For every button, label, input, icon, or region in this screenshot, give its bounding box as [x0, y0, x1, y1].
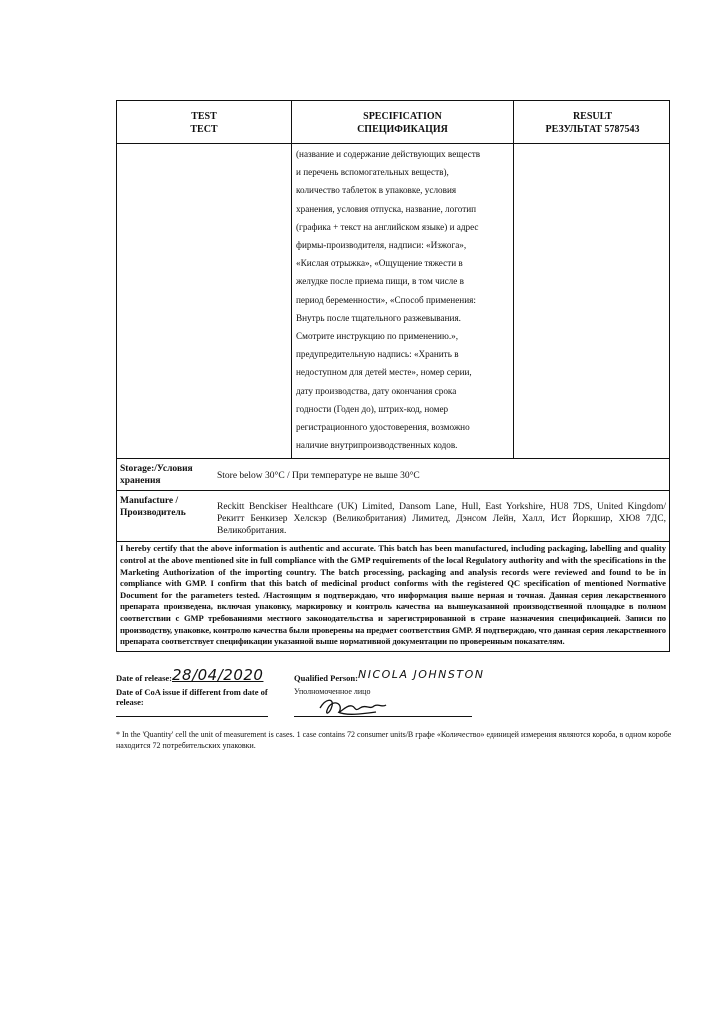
spec-header-ru: СПЕЦИФИКАЦИЯ	[357, 124, 448, 135]
footnote: * In the 'Quantity' cell the unit of measurement is cases. 1 case contains 72 consumer units/В графе «Количество» единицей измерения являются короба, в одном коробе находится 72 потребительских упаковки.	[116, 730, 672, 750]
spec-line: дату производства, дату окончания срока	[296, 385, 457, 396]
spec-line: количество таблеток в упаковке, условия	[296, 185, 457, 196]
qualified-person-ru-label: Уполномоченное лицо	[294, 687, 371, 696]
storage-row	[117, 459, 669, 491]
qualified-person-label: Qualified Person:	[294, 673, 358, 683]
signature-image	[316, 694, 406, 718]
storage-label	[117, 459, 214, 490]
spec-line: желудке после приема пищи, в том числе в	[296, 276, 464, 287]
spec-line: Смотрите инструкцию по применению.»,	[296, 331, 459, 342]
spec-line: (название и содержание действующих веществ	[296, 149, 481, 159]
certification-statement	[117, 542, 669, 650]
spec-line: фирмы-производителя, надписи: «Изжога»,	[296, 240, 467, 251]
spec-header-en: SPECIFICATION	[363, 111, 442, 122]
storage-label-line2: хранения	[120, 476, 161, 487]
spec-line: Внутрь после тщательного разжевывания.	[296, 312, 461, 323]
table-body	[117, 144, 669, 459]
test-cell	[117, 144, 291, 458]
qp-signature-line	[294, 716, 472, 717]
spec-line: наличие внутрипроизводственных кодов.	[296, 440, 458, 451]
test-header-en: TEST	[191, 111, 217, 122]
test-header	[117, 101, 291, 143]
spec-line: период беременности», «Способ применения:	[296, 294, 476, 305]
spec-table	[116, 100, 670, 652]
result-header	[513, 101, 671, 143]
spec-line: хранения, условия отпуска, название, логотип	[296, 203, 477, 214]
certification-ru: Данная серия лекарственного препарата произведена, включая упаковку, маркировку и контроль качества на вышеуказанной производственной площадке в полном соответствии с GMP требованиями местного законодательства и зарегистрированной в стране назначения спецификацией. Записи по производству, упаковке, контролю качества были проверены на предмет соответствия GMP. Я подтверждаю, что данная серия лекарственного препарата соответствует спецификации указанной выше нормативной документации по проверенным показателям.	[120, 589, 666, 647]
spec-header	[291, 101, 513, 143]
result-header-en: RESULT	[572, 111, 613, 122]
spec-line: недоступном для детей месте», номер серии,	[296, 367, 472, 378]
qualified-person-name: NICOLA JOHNSTON	[358, 668, 485, 681]
storage-label-line1: Storage:/Условия	[120, 464, 193, 475]
spec-line: предупредительную надпись: «Хранить в	[296, 349, 459, 360]
manufacturer-label-line2: Производитель	[120, 508, 186, 519]
release-date-value: 28/04/2020	[172, 666, 264, 684]
test-header-ru: ТЕСТ	[190, 124, 218, 135]
result-cell	[513, 144, 671, 458]
spec-line: и перечень вспомогательных веществ),	[296, 167, 449, 178]
spec-line: годности (Годен до), штрих-код, номер	[296, 403, 449, 414]
manufacturer-label-line1: Manufacture /	[120, 496, 179, 507]
spec-cell	[291, 144, 513, 458]
document	[116, 100, 670, 652]
coa-date-label: Date of CoA issue if different from date of release:	[116, 687, 268, 707]
manufacturer-row	[117, 491, 669, 542]
spec-line: (графика + текст на английском языке) и адрес	[296, 221, 479, 232]
manufacturer-label	[117, 491, 214, 541]
coa-signature-line	[116, 716, 268, 717]
release-date-label: Date of release:	[116, 673, 173, 683]
spec-line: регистрационного удостоверения, возможно	[296, 422, 470, 433]
manufacturer-value: Reckitt Benckiser Healthcare (UK) Limited, Dansom Lane, Hull, East Yorkshire, HU8 7DS, United Kingdom/ Рекитт Бенкизер Хелскэр (Великобритания) Лимитед, Дэнсом Лейн, Халл, Ист Йоркшир, ХЮ8 7ДС, Великобритания.	[217, 502, 666, 537]
certification-en: I hereby certify that the above information is authentic and accurate. This batch has been manufactured, including packaging, labelling and quality control at the above mentioned site in full compliance with the GMP requirements of the local Regulatory authority and with the specifications in the Marketing Authorization of the importing country. The batch processing, packaging and analysis records were reviewed and found to be in compliance with GMP. I confirm that this batch of medicinal product conforms with the registered QC specification of mentioned Normative Document for the parameters tested. /Настоящим я подтверждаю, что информация выше верная и точная.	[120, 543, 666, 600]
spec-line: «Кислая отрыжка», «Ощущение тяжести в	[296, 258, 463, 269]
result-header-ru: РЕЗУЛЬТАТ 5787543	[545, 124, 640, 135]
storage-value: Store below 30°C / При температуре не выше 30°С	[217, 471, 420, 482]
table-header	[117, 101, 669, 144]
